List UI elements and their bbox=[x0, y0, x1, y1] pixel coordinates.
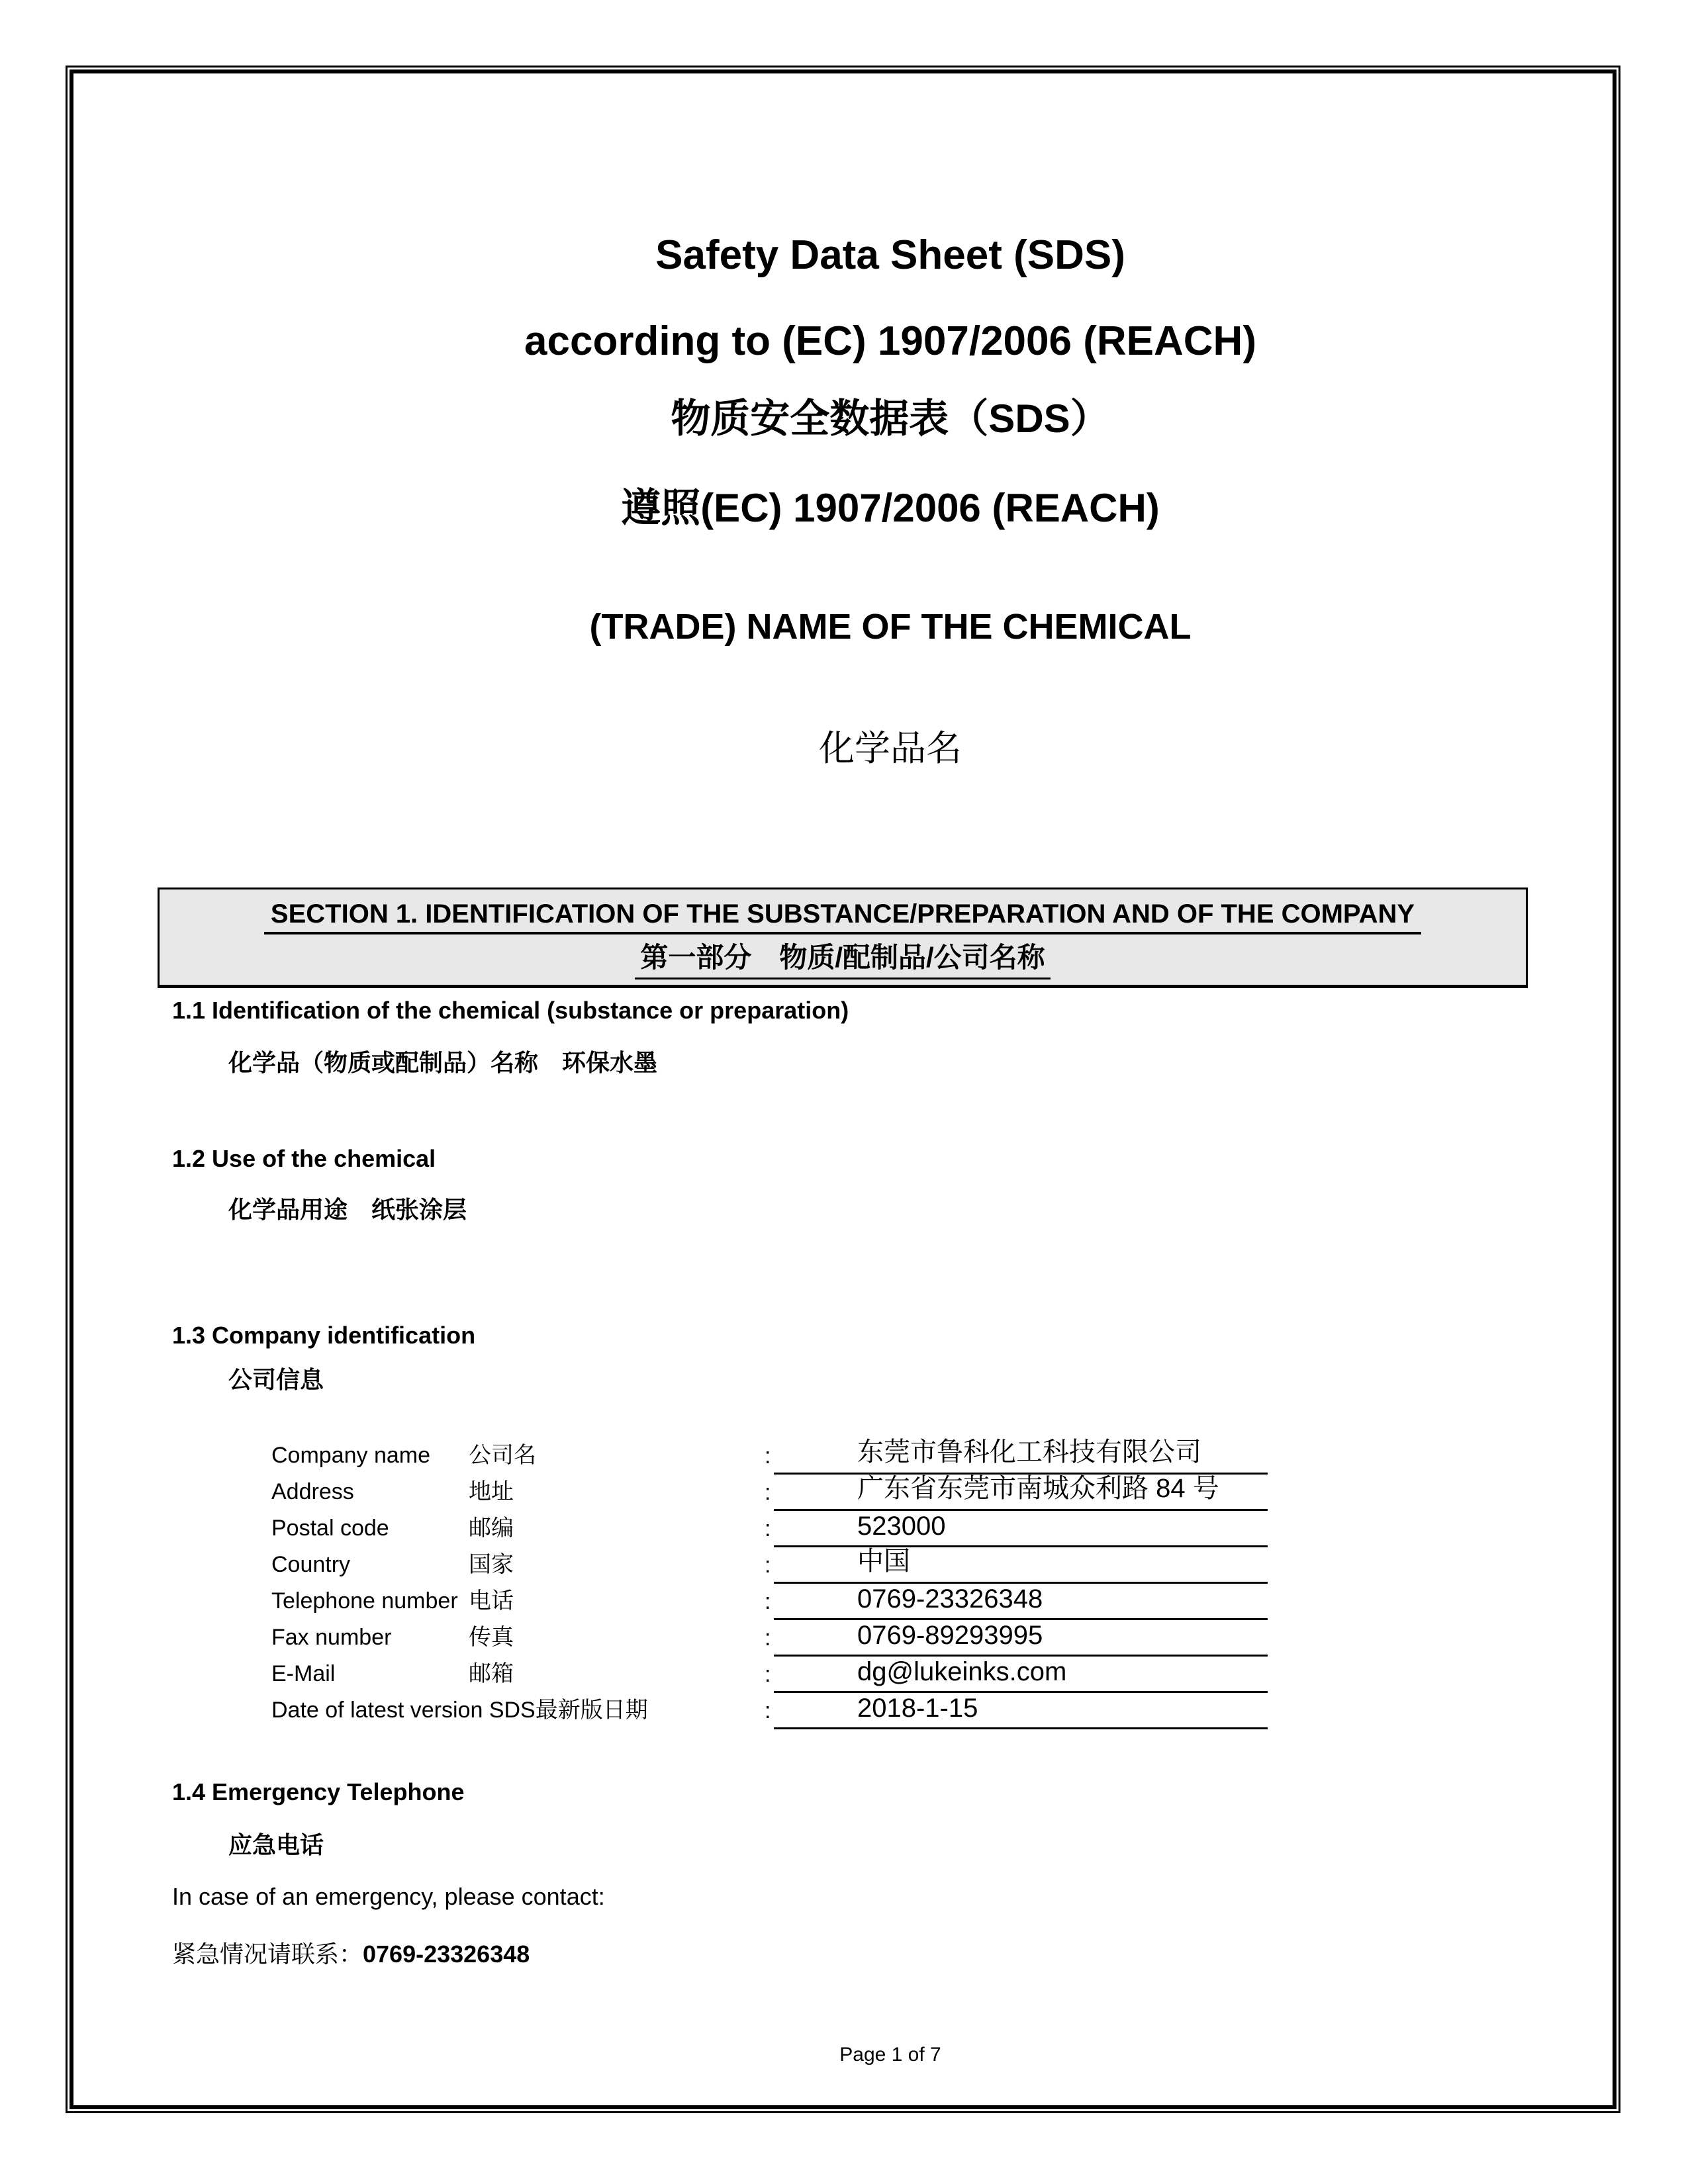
body-1-1-zh: 化学品（物质或配制品）名称 环保水墨 bbox=[228, 1049, 658, 1076]
emergency-contact-line-en: In case of an emergency, please contact: bbox=[172, 1883, 605, 1910]
row-label-en: Telephone number bbox=[271, 1588, 458, 1614]
row-label-zh: 传真 bbox=[469, 1625, 514, 1650]
doc-title-line3-zh: 物质安全数据表（SDS） bbox=[671, 396, 1110, 441]
row-label-en: E-Mail bbox=[271, 1661, 336, 1686]
row-label bbox=[271, 1473, 765, 1511]
row-label bbox=[271, 1619, 765, 1657]
row-value: 523000 bbox=[774, 1512, 1268, 1547]
row-colon: : bbox=[765, 1698, 771, 1723]
emergency-contact-line-zh bbox=[172, 1936, 530, 1970]
subheading-1-3-zh: 公司信息 bbox=[228, 1366, 324, 1393]
row-label-zh: 公司名 bbox=[469, 1443, 536, 1468]
heading-1-3: 1.3 Company identification bbox=[172, 1322, 476, 1349]
subheading-1-4-zh: 应急电话 bbox=[228, 1831, 324, 1858]
row-label-en: Address bbox=[271, 1479, 354, 1504]
row-label bbox=[271, 1655, 765, 1693]
company-row-fax bbox=[271, 1620, 1268, 1657]
section1-header-row-zh bbox=[160, 941, 1526, 979]
row-value: 广东省东莞市南城众利路 84 号 bbox=[774, 1467, 1268, 1511]
company-info-table bbox=[271, 1438, 1268, 1729]
row-value: 0769-89293995 bbox=[774, 1621, 1268, 1657]
row-value: 中国 bbox=[774, 1540, 1268, 1584]
row-colon: : bbox=[765, 1662, 771, 1687]
page-number-footer: Page 1 of 7 bbox=[839, 2044, 941, 2066]
row-label-zh: 最新版日期 bbox=[535, 1698, 648, 1723]
row-colon: : bbox=[765, 1516, 771, 1541]
row-label-en: Country bbox=[271, 1552, 351, 1577]
row-colon: : bbox=[765, 1480, 771, 1505]
row-label bbox=[271, 1692, 765, 1729]
row-label bbox=[271, 1582, 765, 1620]
row-label-zh: 邮箱 bbox=[469, 1661, 514, 1686]
row-value: 东莞市鲁科化工科技有限公司 bbox=[774, 1431, 1268, 1475]
emergency-contact-prefix-zh: 紧急情况请联系： bbox=[172, 1940, 363, 1968]
company-row-address bbox=[271, 1475, 1268, 1511]
row-label-zh: 国家 bbox=[469, 1552, 514, 1577]
row-label-zh: 邮编 bbox=[469, 1516, 514, 1541]
row-label bbox=[271, 1546, 765, 1584]
doc-title-line1-en: Safety Data Sheet (SDS) bbox=[655, 232, 1125, 278]
company-row-sds-date bbox=[271, 1693, 1268, 1729]
row-label-en: Fax number bbox=[271, 1625, 392, 1650]
row-value: 2018-1-15 bbox=[774, 1694, 1268, 1729]
section1-header-zh: 第一部分 物质/配制品/公司名称 bbox=[635, 941, 1050, 979]
row-colon: : bbox=[765, 1443, 771, 1469]
chemical-name-zh: 化学品名 bbox=[819, 729, 962, 768]
row-label-zh: 地址 bbox=[469, 1479, 514, 1504]
row-label-zh: 电话 bbox=[469, 1588, 514, 1614]
section1-header-row-en bbox=[160, 898, 1526, 934]
company-row-country bbox=[271, 1547, 1268, 1584]
row-label-en: Company name bbox=[271, 1443, 431, 1468]
row-value: dg@lukeinks.com bbox=[774, 1657, 1268, 1693]
heading-1-2: 1.2 Use of the chemical bbox=[172, 1145, 436, 1172]
row-colon: : bbox=[765, 1553, 771, 1578]
heading-1-4: 1.4 Emergency Telephone bbox=[172, 1778, 465, 1805]
emergency-contact-phone: 0769-23326348 bbox=[363, 1940, 530, 1968]
row-colon: : bbox=[765, 1625, 771, 1651]
company-row-email bbox=[271, 1657, 1268, 1693]
row-label bbox=[271, 1510, 765, 1547]
row-colon: : bbox=[765, 1589, 771, 1614]
doc-title-line4-zh: 遵照(EC) 1907/2006 (REACH) bbox=[621, 486, 1160, 530]
trade-name-heading: (TRADE) NAME OF THE CHEMICAL bbox=[589, 607, 1192, 647]
row-label-en: Postal code bbox=[271, 1516, 389, 1541]
company-row-telephone bbox=[271, 1584, 1268, 1620]
section1-header-box bbox=[158, 887, 1528, 988]
row-value: 0769-23326348 bbox=[774, 1584, 1268, 1620]
row-label-en: Date of latest version SDS bbox=[271, 1698, 536, 1723]
body-1-2-zh: 化学品用途 纸张涂层 bbox=[228, 1196, 467, 1223]
heading-1-1: 1.1 Identification of the chemical (substance or preparation) bbox=[172, 997, 849, 1024]
row-label bbox=[271, 1437, 765, 1475]
doc-title-line2-en: according to (EC) 1907/2006 (REACH) bbox=[524, 318, 1256, 364]
section1-header-en: SECTION 1. IDENTIFICATION OF THE SUBSTANCE/PREPARATION AND OF THE COMPANY bbox=[264, 898, 1421, 934]
